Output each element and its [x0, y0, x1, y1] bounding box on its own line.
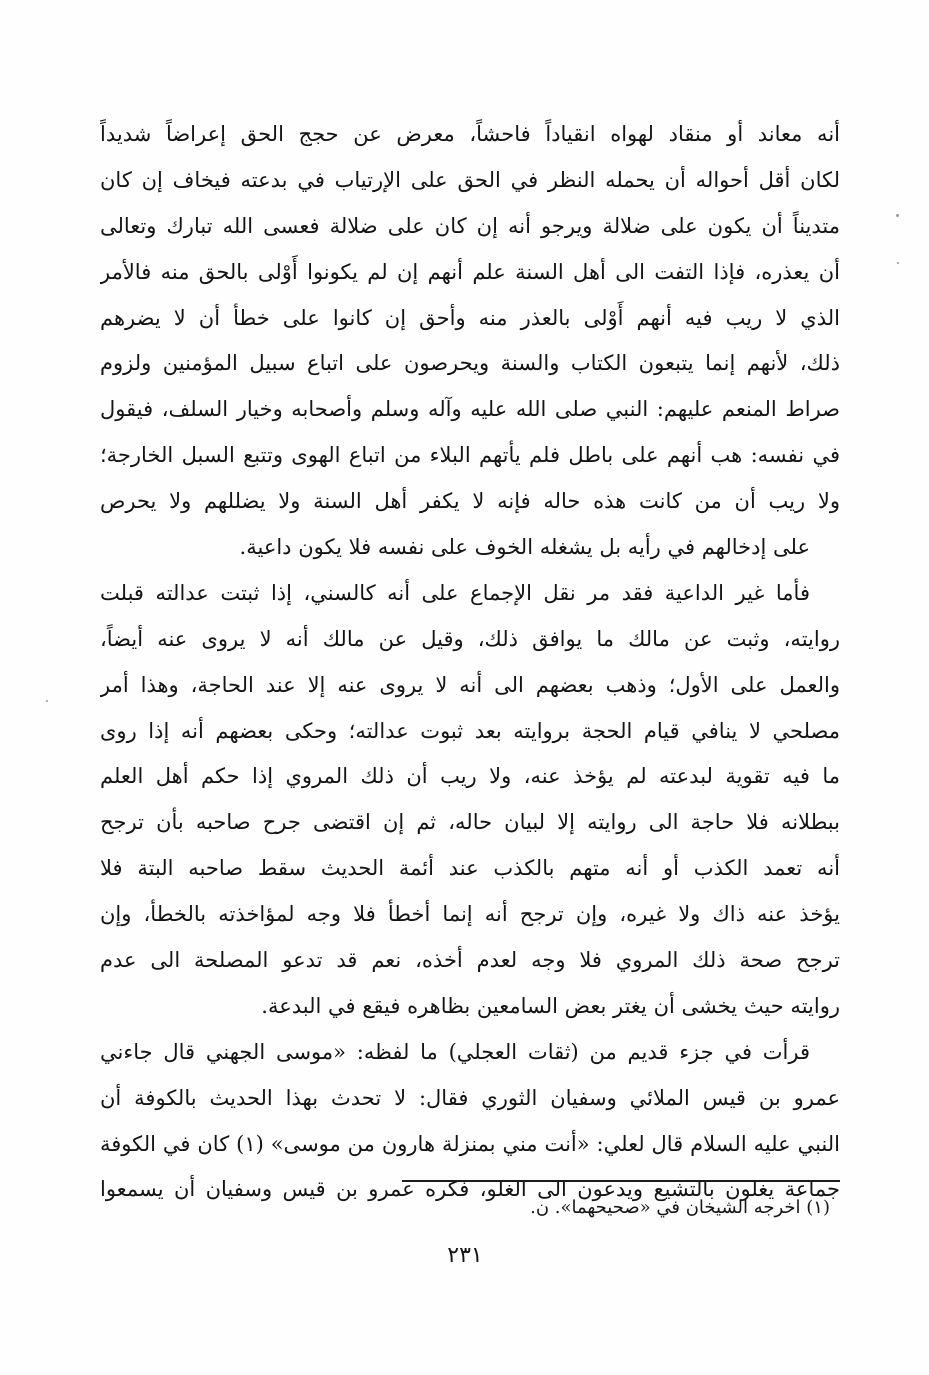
text-line: صراط المنعم عليهم: النبي صلى الله عليه وآله وسلم وأصحابه وخيار السلف، فيقول	[100, 397, 840, 422]
text-line: متديناً أن يكون على ضلالة ويرجو أنه إن كان على ضلالة فعسى الله تبارك وتعالى	[100, 213, 840, 238]
text-line: أن يعذره، فإذا التفت الى أهل السنة علم أنهم إن لم يكونوا أَوْلى بالحق منه فالأمر	[100, 259, 840, 284]
text-line: لكان أقل أحواله أن يحمله النظر في الحق على الإرتياب في بدعته فيخاف إن كان	[100, 167, 840, 192]
text-line: أنه تعمد الكذب أو أنه متهم بالكذب عند أئمة الحديث سقط صاحبه البتة فلا	[100, 856, 840, 881]
paragraph-1	[100, 112, 840, 571]
text-line: ولا ريب أن من كانت هذه حاله فإنه لا يكفر أهل السنة ولا يضللهم ولا يحرص	[100, 489, 840, 514]
footnote-divider	[402, 1180, 840, 1182]
text-line: الذي لا ريب فيه أنهم أَوْلى بالعذر منه وأحق إن كانوا على خطأ أن لا يضرهم	[100, 305, 840, 330]
text-line: والعمل على الأول؛ وذهب بعضهم الى أنه لا يروى عنه إلا عند الحاجة، وهذا أمر	[100, 672, 840, 697]
main-text	[100, 112, 840, 1213]
text-line: روايته حيث يخشى أن يغتر بعض السامعين بظاهره فيقع في البدعة.	[261, 993, 840, 1018]
footnote: (١) اخرجه الشيخان في «صحيحهما». ن.	[530, 1197, 830, 1218]
text-line: في نفسه: هب أنهم على باطل فلم يأتهم البلاء من اتباع الهوى وتتبع السبل الخارجة؛	[100, 443, 840, 468]
text-line: جماعة يغلون بالتشيع ويدعون الى الغلو، فكره عمرو بن قيس وسفيان أن يسمعوا	[100, 1177, 840, 1202]
scan-speck	[46, 700, 48, 702]
paragraph-2	[100, 571, 840, 1030]
text-line: يؤخذ عنه ذاك ولا غيره، وإن ترجح أنه إنما أخطأ فلا وجه لمؤاخذته بالخطأ، وإن	[100, 902, 840, 927]
text-line: أنه معاند أو منقاد لهواه انقياداً فاحشاً، معرض عن حجج الحق إعراضاً شديداً	[100, 122, 840, 146]
text-line: ذلك، لأنهم إنما يتبعون الكتاب والسنة ويحرصون على اتباع سبيل المؤمنين ولزوم	[100, 351, 840, 376]
text-line: ما فيه تقوية لبدعته لم يؤخذ عنه، ولا ريب أن ذلك المروي إذا حكم أهل العلم	[100, 764, 840, 789]
text-line: على إدخالهم في رأيه بل يشغله الخوف على نفسه فلا يكون داعية.	[239, 535, 810, 560]
page-number: ٢٣١	[447, 1243, 483, 1268]
text-line: روايته، وثبت عن مالك ما يوافق ذلك، وقيل عن مالك أنه لا يروى عنه أيضاً،	[100, 626, 840, 651]
paragraph-3	[100, 1030, 840, 1214]
text-line: مصلحي لا ينافي قيام الحجة بروايته بعد ثبوت عدالته؛ وحكى بعضهم أنه إذا روى	[100, 718, 840, 743]
scan-speck	[896, 214, 899, 217]
scan-speck	[897, 262, 899, 264]
text-line: ببطلانه فلا حاجة الى روايته إلا لبيان حاله، ثم إن اقتضى جرح صاحبه بأن ترجح	[100, 810, 840, 835]
text-line: عمرو بن قيس الملائي وسفيان الثوري فقال: لا تحدث بهذا الحديث بالكوفة أن	[100, 1085, 840, 1110]
text-line: فأما غير الداعية فقد مر نقل الإجماع على أنه كالسني، إذا ثبتت عدالته قبلت	[100, 580, 810, 605]
text-line: النبي عليه السلام قال لعلي: «أنت مني بمنزلة هارون من موسى» (١) كان في الكوفة	[100, 1131, 840, 1156]
text-line: ترجح صحة ذلك المروي فلا وجه لعدم أخذه، نعم قد تدعو المصلحة الى عدم	[100, 948, 840, 973]
text-line: قرأت في جزء قديم من (ثقات العجلي) ما لفظه: «موسى الجهني قال جاءني	[100, 1039, 810, 1064]
